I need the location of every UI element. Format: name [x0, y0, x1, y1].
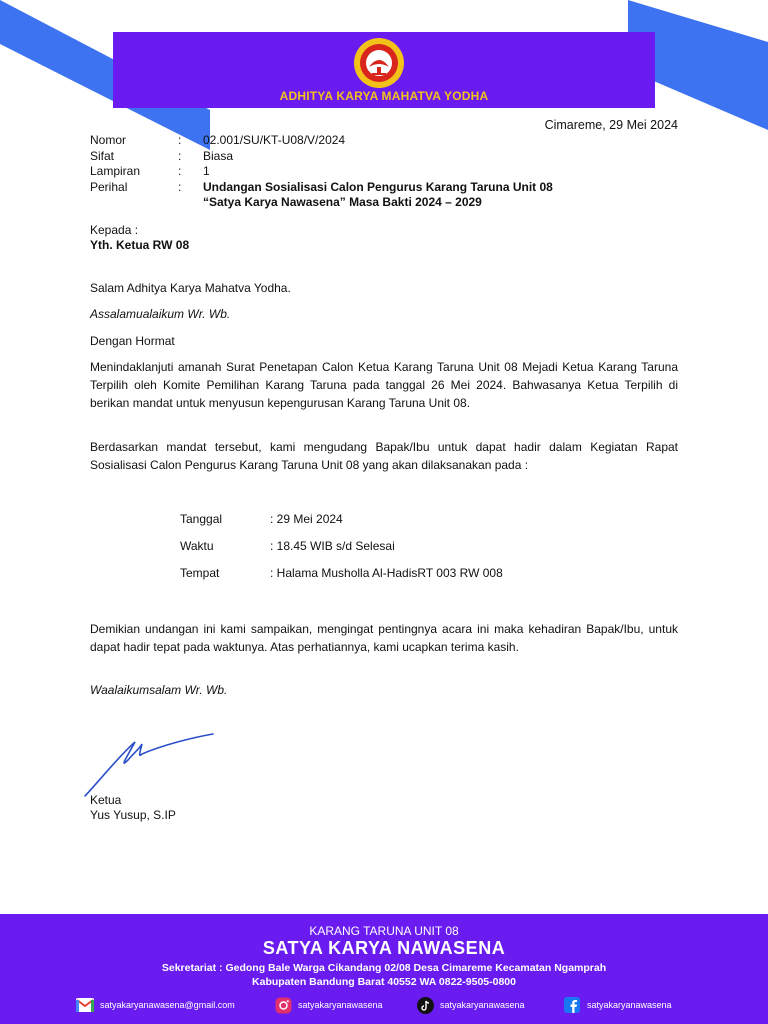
- meta-colon: :: [178, 148, 182, 163]
- contact-text: satyakaryanawasena@gmail.com: [100, 1000, 235, 1010]
- closing-salam: Waalaikumsalam Wr. Wb.: [90, 683, 228, 697]
- letter-date: Cimareme, 29 Mei 2024: [544, 118, 678, 132]
- footer-contacts: [0, 996, 768, 1016]
- contact-text: satyakaryanawasena: [298, 1000, 383, 1010]
- event-row-time: [180, 539, 503, 566]
- meta-label: Lampiran: [90, 164, 141, 178]
- tiktok-icon: [416, 996, 434, 1014]
- footer-org-name: SATYA KARYA NAWASENA: [262, 938, 506, 958]
- greeting: Salam Adhitya Karya Mahatva Yodha.: [90, 281, 291, 295]
- contact-tiktok[interactable]: [416, 996, 525, 1014]
- meta-value: [203, 180, 623, 211]
- footer: [0, 914, 768, 1024]
- event-row-place: [180, 566, 503, 593]
- event-value: : 18.45 WIB s/d Selesai: [270, 539, 395, 553]
- meta-row-lampiran: [90, 164, 623, 180]
- meta-row-sifat: [90, 149, 623, 165]
- event-label: Tempat: [180, 566, 220, 580]
- instagram-icon: [274, 996, 292, 1014]
- meta-value: 02.001/SU/KT-U08/V/2024: [203, 133, 346, 147]
- event-value: : Halama Musholla Al-HadisRT 003 RW 008: [270, 566, 503, 580]
- recipient-name: Yth. Ketua RW 08: [90, 238, 190, 252]
- event-label: Tanggal: [180, 512, 223, 526]
- meta-label: Sifat: [90, 148, 115, 163]
- subject-line-2: “Satya Karya Nawasena” Masa Bakti 2024 – 2029: [203, 195, 482, 209]
- contact-instagram[interactable]: [274, 996, 383, 1014]
- event-row-date: [180, 512, 503, 539]
- gmail-icon: [76, 996, 94, 1014]
- meta-colon: :: [178, 133, 182, 147]
- organization-logo: [353, 37, 405, 89]
- opening-salam: Assalamualaikum Wr. Wb.: [90, 307, 231, 321]
- facebook-icon: [563, 996, 581, 1014]
- contact-facebook[interactable]: [563, 996, 672, 1014]
- meta-label: Perihal: [90, 179, 128, 194]
- meta-row-perihal: [90, 180, 623, 211]
- paragraph-2: Berdasarkan mandat tersebut, kami mengudang Bapak/Ibu untuk dapat hadir dalam Kegiatan Rapat Sosialisasi Calon Pengurus Karang Taruna Unit 08 yang akan dilaksanakan pada :: [90, 440, 678, 472]
- meta-colon: :: [178, 179, 182, 194]
- meta-value: Biasa: [203, 148, 234, 163]
- meta-row-nomor: [90, 133, 623, 149]
- meta-colon: :: [178, 164, 182, 178]
- closing-paragraph: Demikian undangan ini kami sampaikan, mengingat pentingnya acara ini maka kehadiran Bapak/Ibu, untuk dapat hadir tepat pada waktunya. Atas perhatiannya, kami ucapkan terima kasih.: [90, 622, 678, 654]
- meta-label: Nomor: [90, 133, 127, 147]
- recipient-label: Kepada :: [90, 223, 139, 237]
- contact-text: satyakaryanawasena: [440, 1000, 525, 1010]
- subject-line-1: Undangan Sosialisasi Calon Pengurus Karang Taruna Unit 08: [203, 179, 553, 194]
- org-name: ADHITYA KARYA MAHATVA YODHA: [279, 89, 489, 103]
- footer-address-1: Sekretariat : Gedong Bale Warga Cikandang 02/08 Desa Cimareme Kecamatan Ngamprah: [161, 962, 607, 974]
- paragraph-1: Menindaklanjuti amanah Surat Penetapan Calon Ketua Karang Taruna Unit 08 Mejadi Ketua Karang Taruna Terpilih oleh Komite Pemilihan Karang Taruna pada tanggal 26 Mei 2024. Bahwasanya Ketua Terpilih di berikan mandat untuk menyusun kepengurusan Karang Taruna Unit 08.: [90, 360, 678, 410]
- signer-name: Yus Yusup, S.IP: [90, 808, 176, 822]
- opening: Dengan Hormat: [90, 334, 175, 348]
- contact-text: satyakaryanawasena: [587, 1000, 672, 1010]
- event-value: : 29 Mei 2024: [270, 512, 343, 526]
- event-details: [180, 512, 503, 593]
- event-label: Waktu: [180, 539, 214, 553]
- meta-value: 1: [203, 164, 210, 178]
- signer-title: Ketua: [90, 793, 122, 807]
- signature-image: [80, 730, 220, 800]
- letter-meta: [90, 133, 623, 211]
- contact-email[interactable]: [76, 996, 235, 1014]
- footer-address-2: Kabupaten Bandung Barat 40552 WA 0822-9505-0800: [252, 976, 516, 988]
- footer-unit: KARANG TARUNA UNIT 08: [309, 924, 459, 938]
